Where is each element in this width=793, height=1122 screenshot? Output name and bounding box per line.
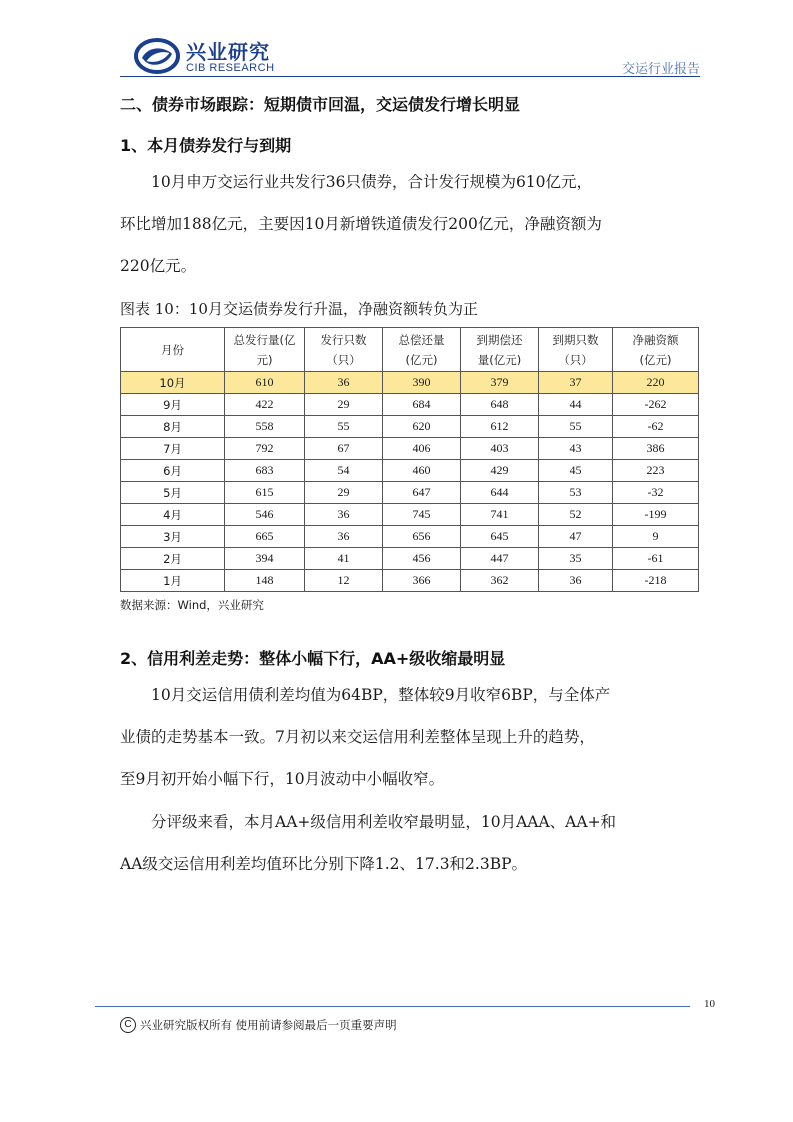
subsection-heading-credit-spread: 2、信用利差走势：整体小幅下行，AA+级收缩最明显 bbox=[120, 649, 506, 668]
table-cell: 44 bbox=[539, 394, 613, 416]
table-cell: 645 bbox=[461, 526, 539, 548]
table-cell: 5月 bbox=[121, 482, 225, 504]
table-cell: 45 bbox=[539, 460, 613, 482]
issuance-paragraph bbox=[120, 161, 700, 287]
table-cell: 10月 bbox=[121, 372, 225, 394]
table-row bbox=[121, 416, 699, 438]
table-cell: 558 bbox=[225, 416, 305, 438]
table-cell: 4月 bbox=[121, 504, 225, 526]
table-cell: 429 bbox=[461, 460, 539, 482]
table-cell: 792 bbox=[225, 438, 305, 460]
table-cell: 54 bbox=[305, 460, 383, 482]
column-header-total-repayment: 总偿还量 (亿元) bbox=[383, 328, 461, 372]
paragraph-line: 10月交运信用债利差均值为64BP，整体较9月收窄6BP，与全体产 bbox=[151, 686, 611, 704]
table-cell: 362 bbox=[461, 570, 539, 592]
table-cell: 47 bbox=[539, 526, 613, 548]
table-row bbox=[121, 548, 699, 570]
table-cell: 9 bbox=[613, 526, 699, 548]
table-cell: 610 bbox=[225, 372, 305, 394]
credit-spread-paragraph-1 bbox=[120, 674, 700, 800]
copyright-notice bbox=[120, 1017, 397, 1033]
column-header-total-issuance: 总发行量(亿 元) bbox=[225, 328, 305, 372]
table-cell: 366 bbox=[383, 570, 461, 592]
table-cell: 53 bbox=[539, 482, 613, 504]
column-header-month: 月份 bbox=[121, 328, 225, 372]
table-cell: 36 bbox=[539, 570, 613, 592]
table-cell: 9月 bbox=[121, 394, 225, 416]
column-header-maturity-repayment: 到期偿还 量(亿元) bbox=[461, 328, 539, 372]
paragraph-line: 业债的走势基本一致。7月初以来交运信用利差整体呈现上升的趋势， bbox=[120, 728, 595, 746]
table-row bbox=[121, 460, 699, 482]
table-cell: 546 bbox=[225, 504, 305, 526]
table-cell: 684 bbox=[383, 394, 461, 416]
table-cell: 6月 bbox=[121, 460, 225, 482]
table-row bbox=[121, 526, 699, 548]
table-cell: 406 bbox=[383, 438, 461, 460]
table-body bbox=[121, 372, 699, 592]
table-cell: 41 bbox=[305, 548, 383, 570]
table-cell: 29 bbox=[305, 394, 383, 416]
section-heading: 二、债券市场跟踪：短期债市回温，交运债发行增长明显 bbox=[120, 95, 521, 114]
table-cell: 386 bbox=[613, 438, 699, 460]
table-cell: 656 bbox=[383, 526, 461, 548]
table-cell: 29 bbox=[305, 482, 383, 504]
column-header-issue-count: 发行只数 （只） bbox=[305, 328, 383, 372]
bond-issuance-table bbox=[120, 327, 699, 592]
report-type-label: 交运行业报告 bbox=[621, 62, 700, 77]
table-cell: 3月 bbox=[121, 526, 225, 548]
table-cell: 43 bbox=[539, 438, 613, 460]
table-cell: 12 bbox=[305, 570, 383, 592]
column-header-net-financing: 净融资额 (亿元) bbox=[613, 328, 699, 372]
header-divider bbox=[120, 76, 700, 77]
table-cell: 223 bbox=[613, 460, 699, 482]
table-cell: 665 bbox=[225, 526, 305, 548]
subsection-heading-issuance: 1、本月债券发行与到期 bbox=[120, 136, 292, 155]
table-cell: 447 bbox=[461, 548, 539, 570]
table-cell: 36 bbox=[305, 372, 383, 394]
table-row bbox=[121, 504, 699, 526]
table-cell: 683 bbox=[225, 460, 305, 482]
table-cell: 36 bbox=[305, 504, 383, 526]
paragraph-line: AA级交运信用利差均值环比分别下降1.2、17.3和2.3BP。 bbox=[120, 855, 528, 873]
table-row bbox=[121, 438, 699, 460]
copyright-text: 兴业研究版权所有 使用前请参阅最后一页重要声明 bbox=[140, 1018, 397, 1032]
table-cell: 67 bbox=[305, 438, 383, 460]
table-cell: 1月 bbox=[121, 570, 225, 592]
table-row bbox=[121, 482, 699, 504]
figure-caption: 图表 10：10月交运债券发行升温，净融资额转负为正 bbox=[120, 300, 478, 318]
table-cell: 460 bbox=[383, 460, 461, 482]
table-row bbox=[121, 372, 699, 394]
table-cell: 379 bbox=[461, 372, 539, 394]
table-cell: -32 bbox=[613, 482, 699, 504]
table-cell: 612 bbox=[461, 416, 539, 438]
table-cell: 35 bbox=[539, 548, 613, 570]
table-cell: 55 bbox=[539, 416, 613, 438]
table-cell: -218 bbox=[613, 570, 699, 592]
table-cell: 148 bbox=[225, 570, 305, 592]
table-cell: 55 bbox=[305, 416, 383, 438]
logo-chinese-name: 兴业研究 bbox=[186, 40, 270, 64]
footer-divider bbox=[95, 1006, 690, 1007]
table-header-row bbox=[121, 328, 699, 372]
table-cell: 741 bbox=[461, 504, 539, 526]
table-row bbox=[121, 394, 699, 416]
table-cell: 390 bbox=[383, 372, 461, 394]
table-cell: -61 bbox=[613, 548, 699, 570]
paragraph-line: 分评级来看，本月AA+级信用利差收窄最明显，10月AAA、AA+和 bbox=[151, 813, 617, 831]
paragraph-line: 至9月初开始小幅下行，10月波动中小幅收窄。 bbox=[120, 770, 445, 788]
table-cell: 8月 bbox=[121, 416, 225, 438]
table-cell: 615 bbox=[225, 482, 305, 504]
table-cell: 745 bbox=[383, 504, 461, 526]
table-cell: -62 bbox=[613, 416, 699, 438]
credit-spread-paragraph-2 bbox=[120, 801, 700, 885]
table-cell: 456 bbox=[383, 548, 461, 570]
table-cell: 394 bbox=[225, 548, 305, 570]
column-header-maturity-count: 到期只数 （只） bbox=[539, 328, 613, 372]
logo-english-name: CIB RESEARCH bbox=[186, 62, 275, 74]
table-cell: 620 bbox=[383, 416, 461, 438]
page-header bbox=[120, 36, 700, 78]
table-cell: 7月 bbox=[121, 438, 225, 460]
table-cell: -199 bbox=[613, 504, 699, 526]
paragraph-line: 环比增加188亿元，主要因10月新增铁道债发行200亿元，净融资额为 bbox=[120, 215, 602, 233]
table-cell: -262 bbox=[613, 394, 699, 416]
table-cell: 403 bbox=[461, 438, 539, 460]
table-cell: 422 bbox=[225, 394, 305, 416]
cib-logo-icon bbox=[134, 38, 180, 74]
paragraph-line: 10月申万交运行业共发行36只债券，合计发行规模为610亿元， bbox=[151, 173, 593, 191]
data-source-note: 数据来源：Wind，兴业研究 bbox=[120, 598, 264, 612]
page-number: 10 bbox=[704, 998, 715, 1010]
table-cell: 52 bbox=[539, 504, 613, 526]
table-cell: 647 bbox=[383, 482, 461, 504]
table-cell: 644 bbox=[461, 482, 539, 504]
table-cell: 648 bbox=[461, 394, 539, 416]
copyright-icon: C bbox=[120, 1017, 136, 1033]
table-cell: 37 bbox=[539, 372, 613, 394]
paragraph-line: 220亿元。 bbox=[120, 257, 197, 275]
table-cell: 2月 bbox=[121, 548, 225, 570]
table-cell: 220 bbox=[613, 372, 699, 394]
table-row bbox=[121, 570, 699, 592]
table-cell: 36 bbox=[305, 526, 383, 548]
